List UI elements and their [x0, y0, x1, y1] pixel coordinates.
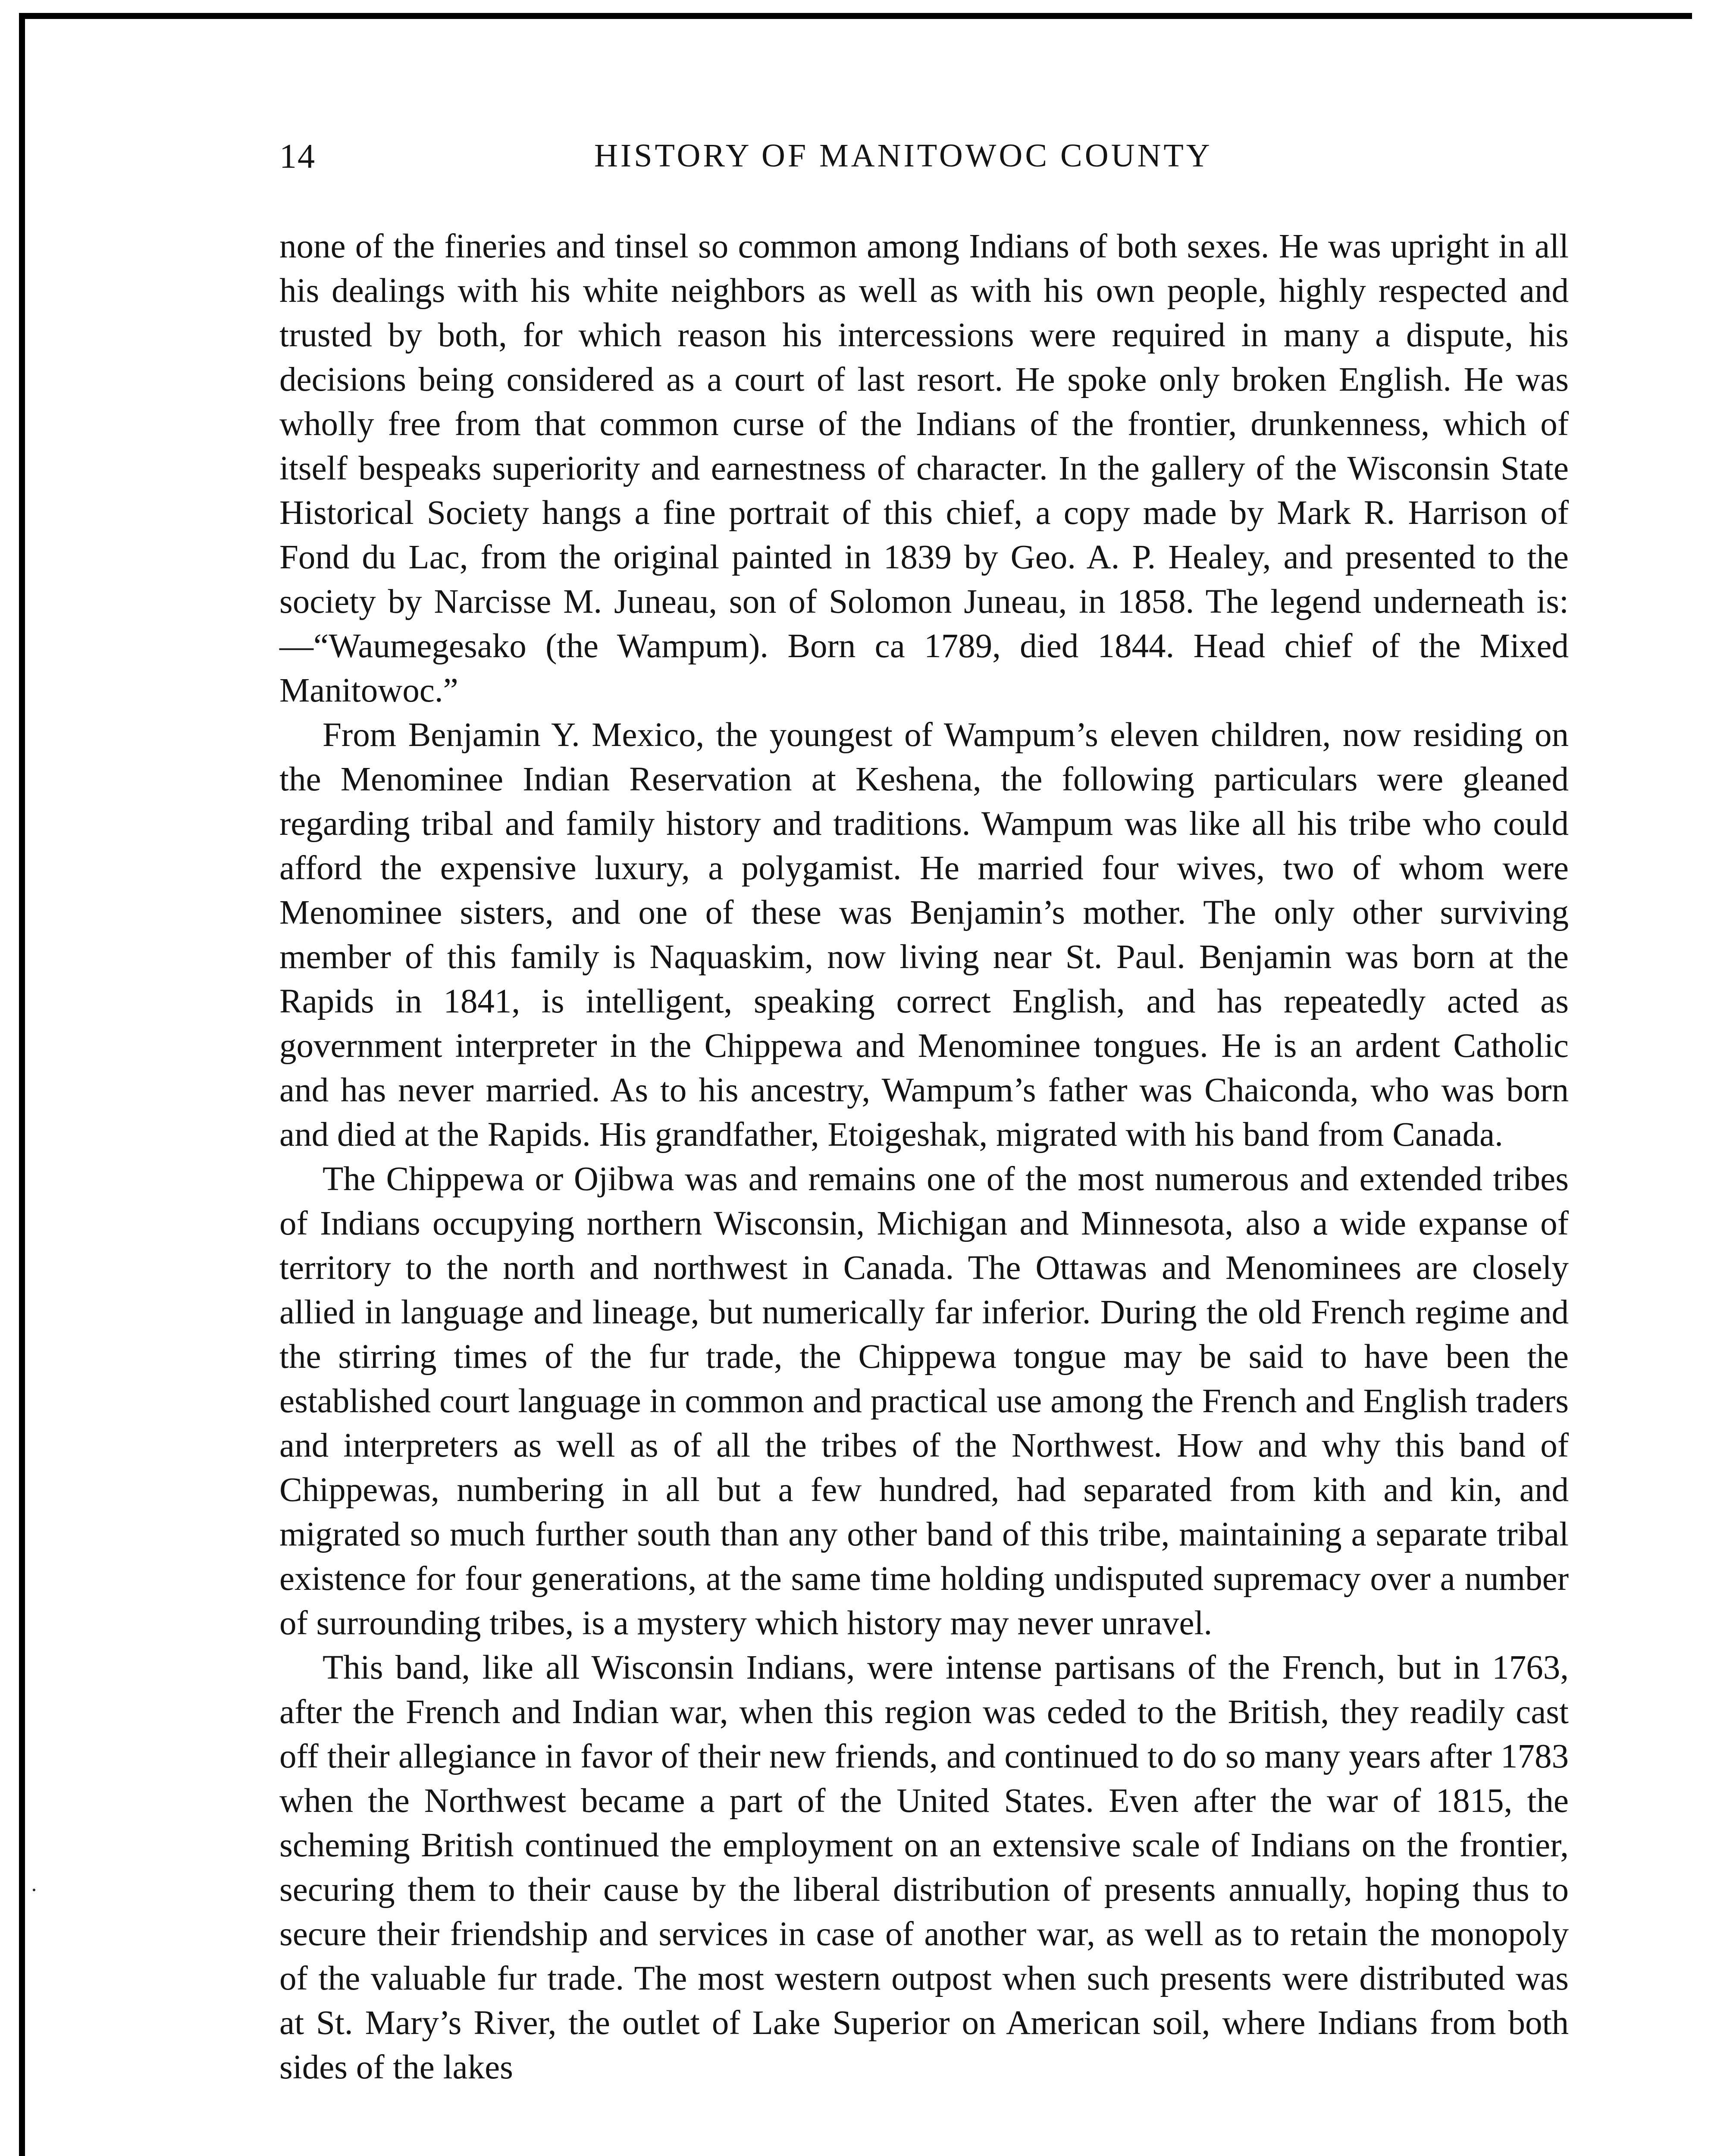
paragraph-continuation: none of the fineries and tinsel so common among Indians of both sexes. He was upright in all his dealings with his white neighbors as well as with his own people, highly respected and trusted by both, for which reason his intercessions were required in many a dispute, his decisions being considered as a court of last resort. He spoke only broken English. He was wholly free from that common curse of the Indians of the frontier, drunkenness, which of itself bespeaks superiority and earnestness of character. In the gallery of the Wisconsin State Historical Society hangs a fine portrait of this chief, a copy made by Mark R. Harrison of Fond du Lac, from the original painted in 1839 by Geo. A. P. Healey, and presented to the society by Narcisse M. Juneau, son of Solomon Juneau, in 1858. The legend underneath is:—“Waumegesako (the Wampum). Born ca 1789, died 1844. Head chief of the Mixed Manitowoc.” [279, 228, 1569, 709]
paragraph-wisconsin-indians: This band, like all Wisconsin Indians, were intense partisans of the French, but in 1763, after the French and Indian war, when this region was ceded to the British, they readily cast off their allegiance in favor of their new friends, and continued to do so many years after 1783 when the Northwest became a part of the United States. Even after the war of 1815, the scheming British continued the employment on an extensive scale of Indians on the frontier, securing them to their cause by the liberal distribution of presents annually, hoping thus to secure their friendship and services in case of another war, as well as to retain the monopoly of the valuable fur trade. The most western outpost when such presents were distributed was at St. Mary’s River, the outlet of Lake Superior on American soil, where Indians from both sides of the lakes [279, 1649, 1569, 2086]
paragraph-benjamin-mexico: From Benjamin Y. Mexico, the youngest of Wampum’s eleven children, now residing on the Menominee Indian Reservation at Keshena, the following particulars were gleaned regarding tribal and family history and traditions. Wampum was like all his tribe who could afford the expensive luxury, a polygamist. He married four wives, two of whom were Menominee sisters, and one of these was Benjamin’s mother. The only other surviving member of this family is Naquaskim, now living near St. Paul. Benjamin was born at the Rapids in 1841, is intelligent, speaking correct English, and has repeatedly acted as government interpreter in the Chippewa and Menominee tongues. He is an ardent Catholic and has never married. As to his ancestry, Wampum’s father was Chaiconda, who was born and died at the Rapids. His grandfather, Etoigeshak, migrated with his band from Canada. [279, 716, 1569, 1153]
page-number: 14 [279, 138, 316, 175]
print-speck [33, 1889, 35, 1891]
body-text [279, 224, 1569, 2090]
running-head [279, 137, 1569, 206]
book-title: HISTORY OF MANITOWOC COUNTY [594, 138, 1213, 174]
paragraph-chippewa-ojibwa: The Chippewa or Ojibwa was and remains one of the most numerous and extended tribes of Indians occupying northern Wisconsin, Michigan and Minnesota, also a wide expanse of territory to the north and northwest in Canada. The Ottawas and Menominees are closely allied in language and lineage, but numerically far inferior. During the old French regime and the stirring times of the fur trade, the Chippewa tongue may be said to have been the established court language in common and practical use among the French and English traders and interpreters as well as of all the tribes of the Northwest. How and why this band of Chippewas, numbering in all but a few hundred, had separated from kith and kin, and migrated so much further south than any other band of this tribe, maintaining a separate tribal existence for four generations, at the same time holding undisputed supremacy over a number of surrounding tribes, is a mystery which history may never unravel. [279, 1160, 1569, 1642]
